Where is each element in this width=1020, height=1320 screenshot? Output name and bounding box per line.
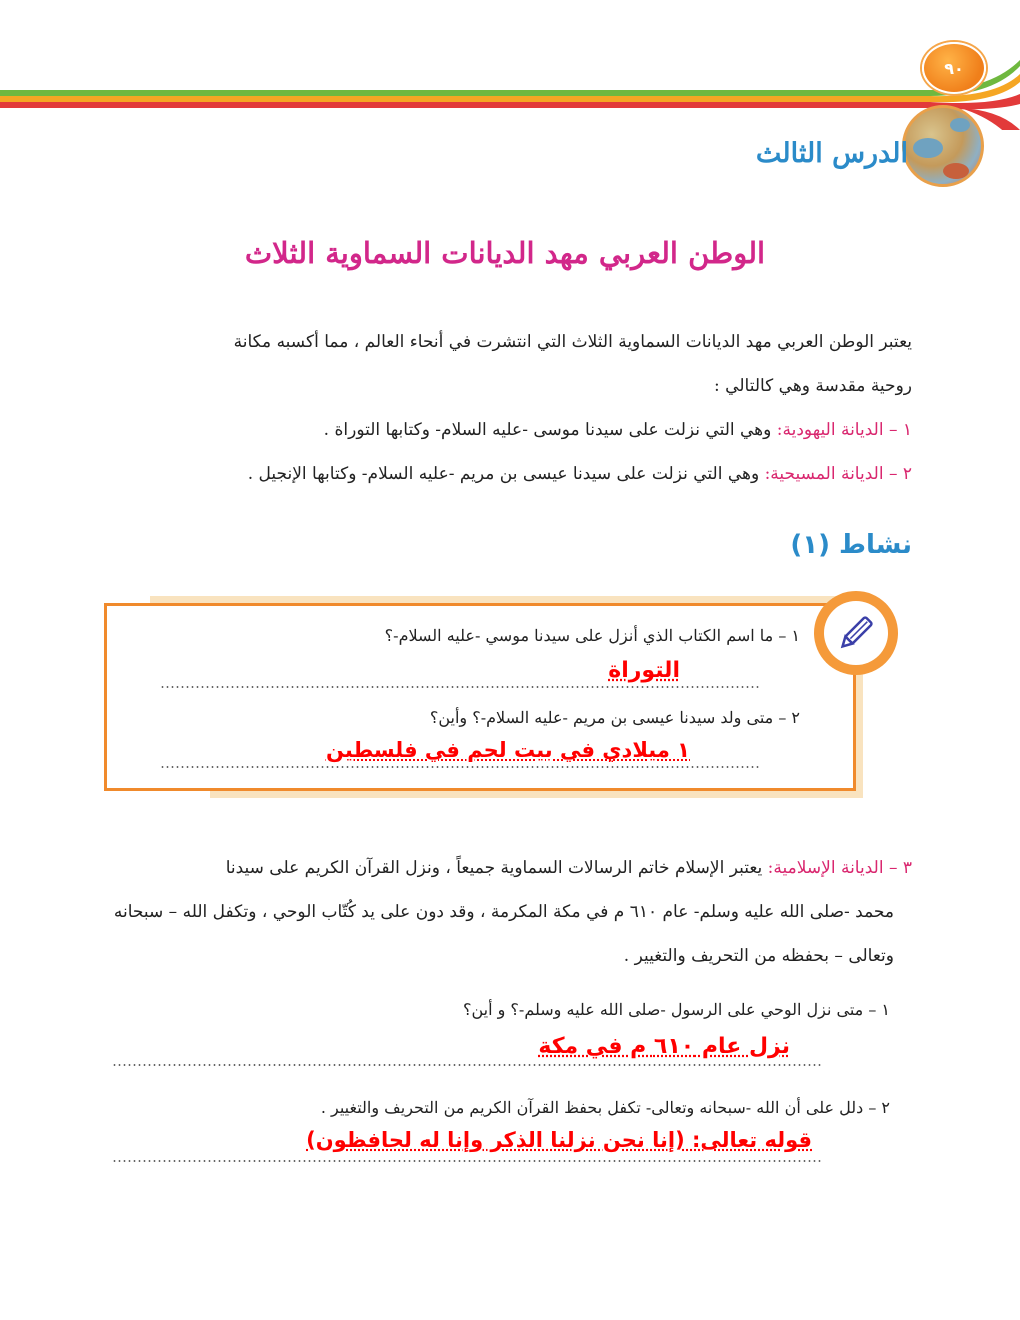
pencil-badge: [814, 591, 898, 675]
answer-line: [112, 1160, 822, 1162]
islam-answer-1: نزل عام ٦١٠ م في مكة: [538, 1034, 790, 1059]
religion-label: ٢ – الديانة المسيحية:: [764, 464, 912, 484]
activity-answer-2: ١ ميلادي في بيت لحم في فلسطين: [325, 738, 690, 762]
answer-line: [160, 766, 760, 768]
religion-item-judaism: [112, 408, 912, 452]
lesson-label: الدرس الثالث: [755, 138, 908, 169]
pencil-icon: [834, 611, 878, 655]
box-shadow: [150, 596, 870, 603]
page-number-badge: [922, 42, 986, 94]
islam-line-1: [112, 846, 912, 890]
header-stripes: [0, 60, 1020, 130]
religion-label: ٣ – الديانة الإسلامية:: [767, 858, 912, 878]
islam-question-1: ١ – متى نزل الوحي على الرسول -صلى الله عليه وسلم-؟ و أين؟: [462, 1000, 890, 1019]
answer-line: [160, 686, 760, 688]
activity-question-1: ١ – ما اسم الكتاب الذي أنزل على سيدنا موسي -عليه السلام-؟: [384, 626, 800, 645]
islam-paragraph: [112, 846, 912, 978]
intro-line-1: يعتبر الوطن العربي مهد الديانات السماوية الثلاث التي انتشرت في أنحاء العالم ، مما أكسبه مكانة: [233, 332, 912, 352]
activity-heading: نشاط (١): [790, 530, 912, 560]
map-icon: [902, 105, 984, 187]
islam-text-1: يعتبر الإسلام خاتم الرسالات السماوية جميعاً ، ونزل القرآن الكريم على سيدنا: [225, 858, 768, 878]
answer-line: [112, 1064, 822, 1066]
box-shadow: [210, 791, 860, 798]
activity-answer-1: التوراة: [608, 658, 680, 683]
page-title: الوطن العربي مهد الديانات السماوية الثلاث: [244, 236, 766, 270]
islam-answer-2: قوله تعالى: (إنا نحن نزلنا الذكر وإنا له لحافظون): [306, 1128, 812, 1152]
islam-line-3: وتعالى – بحفظه من التحريف والتغيير .: [623, 946, 894, 966]
intro-line-2: روحية مقدسة وهي كالتالي :: [714, 376, 912, 396]
intro-paragraph: [112, 320, 912, 496]
religion-text: وهي التي نزلت على سيدنا عيسى بن مريم -عليه السلام- وكتابها الإنجيل .: [247, 464, 765, 484]
islam-question-2: ٢ – دلل على أن الله -سبحانه وتعالى- تكفل بحفظ القرآن الكريم من التحريف والتغيير .: [320, 1098, 890, 1117]
page-number: ٩٠: [944, 58, 964, 78]
religion-label: ١ – الديانة اليهودية:: [776, 420, 912, 440]
religion-text: وهي التي نزلت على سيدنا موسى -عليه السلام- وكتابها التوراة .: [323, 420, 777, 440]
islam-line-2: محمد -صلى الله عليه وسلم- عام ٦١٠ م في مكة المكرمة ، وقد دون على يد كُتّاب الوحي ، وتكفل الله – سبحانه: [113, 902, 894, 922]
activity-question-2: ٢ – متى ولد سيدنا عيسى بن مريم -عليه السلام-؟ وأين؟: [429, 708, 800, 727]
religion-item-christianity: [112, 452, 912, 496]
